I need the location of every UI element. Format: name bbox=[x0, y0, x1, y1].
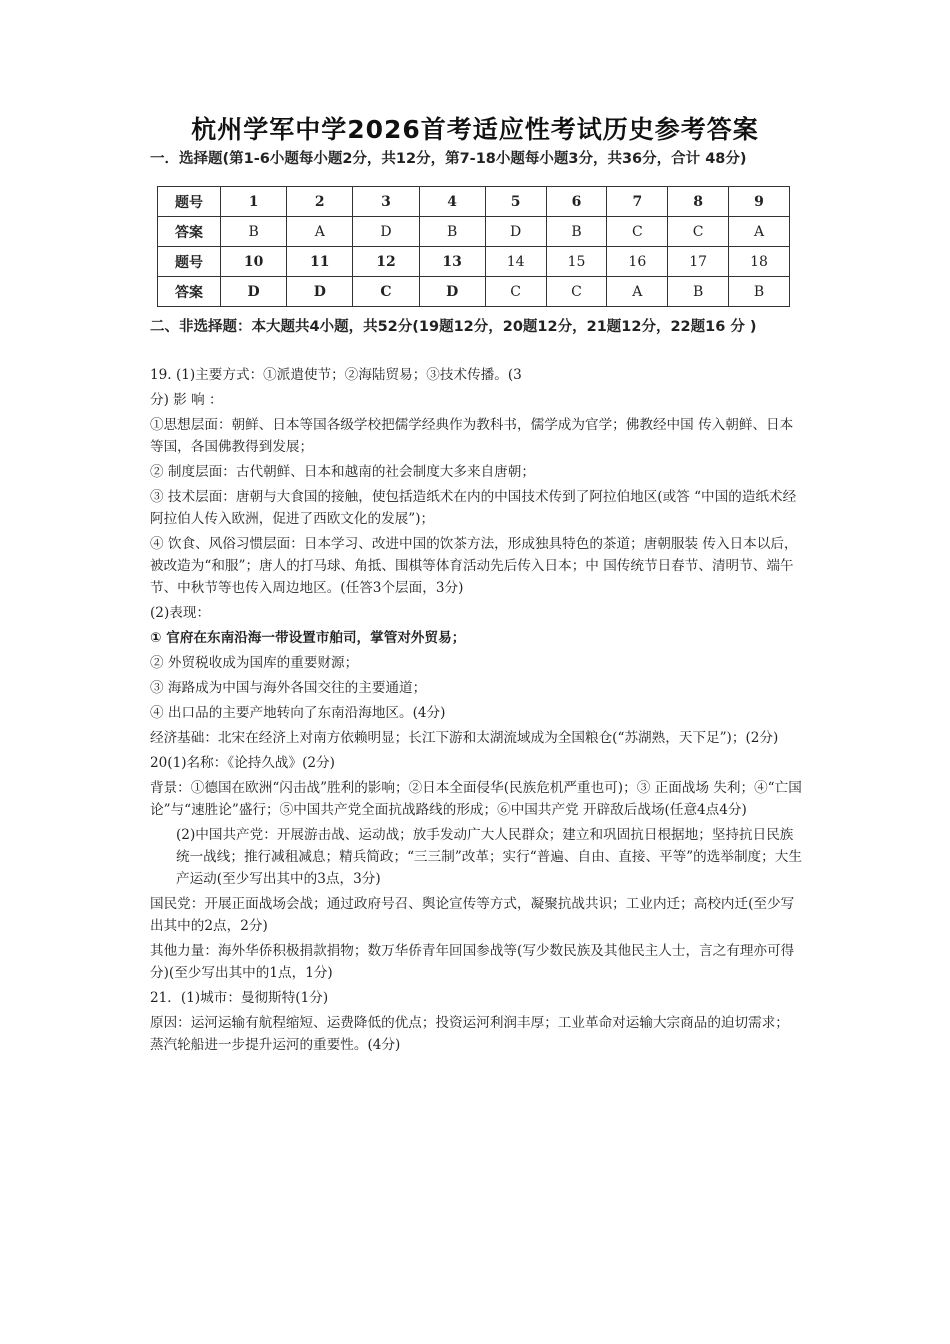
table-cell: 4 bbox=[419, 187, 485, 217]
table-cell: C bbox=[485, 277, 546, 307]
table-cell: 5 bbox=[485, 187, 546, 217]
table-cell: 16 bbox=[607, 247, 668, 277]
table-cell: 3 bbox=[353, 187, 419, 217]
table-cell: 10 bbox=[221, 247, 287, 277]
q19-line: (2)表现： bbox=[150, 605, 211, 621]
table-cell: D bbox=[221, 277, 287, 307]
q19-line: ② 外贸税收成为国库的重要财源； bbox=[150, 655, 359, 671]
table-cell: 6 bbox=[546, 187, 607, 217]
table-cell: C bbox=[668, 217, 729, 247]
table-cell: B bbox=[729, 277, 790, 307]
q19-line: ① 官府在东南沿海一带设置市舶司，掌管对外贸易； bbox=[150, 630, 466, 646]
q19-line: ② 制度层面：古代朝鲜、日本和越南的社会制度大多来自唐朝； bbox=[150, 464, 535, 480]
table-cell: 7 bbox=[607, 187, 668, 217]
table-cell: A bbox=[607, 277, 668, 307]
section2-heading: 二、非选择题：本大题共4小题，共52分(19题12分，20题12分，21题12分，22题16 分 ) bbox=[150, 319, 757, 335]
table-cell: 18 bbox=[729, 247, 790, 277]
q19-line: ④ 出口品的主要产地转向了东南沿海地区。(4分) bbox=[150, 705, 446, 721]
row-label: 题号 bbox=[158, 247, 221, 277]
q19-line: 经济基础：北宋在经济上对南方依赖明显；长江下游和太湖流域成为全国粮仓(“苏湖熟，天下足”)；(2分) bbox=[150, 730, 779, 746]
row-label: 答案 bbox=[158, 277, 221, 307]
q19-line: 19. (1)主要方式：①派遣使节；②海陆贸易；③技术传播。(3 bbox=[150, 367, 522, 383]
table-cell: C bbox=[607, 217, 668, 247]
table-cell: B bbox=[221, 217, 287, 247]
table-cell: 2 bbox=[287, 187, 353, 217]
table-cell: 12 bbox=[353, 247, 419, 277]
answer-body bbox=[150, 364, 802, 1059]
table-cell: 11 bbox=[287, 247, 353, 277]
q19-line: ③ 技术层面：唐朝与大食国的接触，使包括造纸术在内的中国技术传到了阿拉伯地区(或答 “中国的造纸术经阿拉伯人传入欧洲，促进了西欧文化的发展”)； bbox=[150, 489, 797, 527]
table-cell: C bbox=[546, 277, 607, 307]
q20-line: 其他力量：海外华侨积极捐款捐物；数万华侨青年回国参战等(写少数民族及其他民主人士，言之有理亦可得分)(至少写出其中的1点，1分) bbox=[150, 943, 795, 981]
table-cell: A bbox=[729, 217, 790, 247]
table-cell: 8 bbox=[668, 187, 729, 217]
table-cell: D bbox=[353, 217, 419, 247]
table-row bbox=[158, 277, 790, 307]
table-cell: 17 bbox=[668, 247, 729, 277]
table-cell: C bbox=[353, 277, 419, 307]
table-row bbox=[158, 187, 790, 217]
page-title: 杭州学军中学2026首考适应性考试历史参考答案 bbox=[191, 115, 759, 144]
table-row bbox=[158, 247, 790, 277]
q19-line: ④ 饮食、风俗习惯层面：日本学习、改进中国的饮茶方法，形成独具特色的茶道；唐朝服装 传入日本以后，被改造为“和服”；唐人的打马球、角抵、围棋等体育活动先后传入日本；中 国传统节日春节、清明节、端午节、中秋节等也传入周边地区。(任答3个层面，3分) bbox=[150, 536, 798, 596]
table-cell: D bbox=[419, 277, 485, 307]
table-cell: 1 bbox=[221, 187, 287, 217]
table-cell: B bbox=[668, 277, 729, 307]
q20-line: (2)中国共产党：开展游击战、运动战；放手发动广大人民群众；建立和巩固抗日根据地；坚持抗日民族统一战线；推行减租减息；精兵简政；“三三制”改革；实行“普遍、自由、直接、平等”的选举制度；大生产运动(至少写出其中的3点，3分) bbox=[176, 827, 802, 887]
q19-line: ③ 海路成为中国与海外各国交往的主要通道； bbox=[150, 680, 427, 696]
table-cell: 15 bbox=[546, 247, 607, 277]
row-label: 题号 bbox=[158, 187, 221, 217]
table-cell: 13 bbox=[419, 247, 485, 277]
section1-heading: 一．选择题(第1-6小题每小题2分，共12分，第7-18小题每小题3分，共36分，合计 48分) bbox=[150, 151, 747, 167]
answer-table bbox=[157, 186, 790, 307]
q19-line: 分) 影 响 ： bbox=[150, 392, 223, 408]
q21-line: 21．(1)城市：曼彻斯特(1分) bbox=[150, 990, 329, 1006]
table-cell: A bbox=[287, 217, 353, 247]
q20-line: 国民党：开展正面战场会战；通过政府号召、舆论宣传等方式，凝聚抗战共识；工业内迁；高校内迁(至少写出其中的2点，2分) bbox=[150, 896, 795, 934]
table-cell: D bbox=[287, 277, 353, 307]
row-label: 答案 bbox=[158, 217, 221, 247]
table-cell: B bbox=[546, 217, 607, 247]
q20-line: 背景：①德国在欧洲“闪击战”胜利的影响；②日本全面侵华(民族危机严重也可)；③ 正面战场 失利；④“亡国论”与“速胜论”盛行；⑤中国共产党全面抗战路线的形成；⑥中国共产党 开辟敌后战场(任意4点4分) bbox=[150, 780, 802, 818]
table-cell: B bbox=[419, 217, 485, 247]
table-cell: 9 bbox=[729, 187, 790, 217]
table-row bbox=[158, 217, 790, 247]
table-cell: D bbox=[485, 217, 546, 247]
q20-line: 20(1)名称：《论持久战》(2分) bbox=[150, 755, 335, 771]
table-cell: 14 bbox=[485, 247, 546, 277]
q19-line: ①思想层面：朝鲜、日本等国各级学校把儒学经典作为教科书，儒学成为官学；佛教经中国 传入朝鲜、日本等国，各国佛教得到发展； bbox=[150, 417, 794, 455]
q21-line: 原因：运河运输有航程缩短、运费降低的优点；投资运河利润丰厚；工业革命对运输大宗商品的迫切需求；蒸汽轮船进一步提升运河的重要性。(4分) bbox=[150, 1015, 789, 1053]
